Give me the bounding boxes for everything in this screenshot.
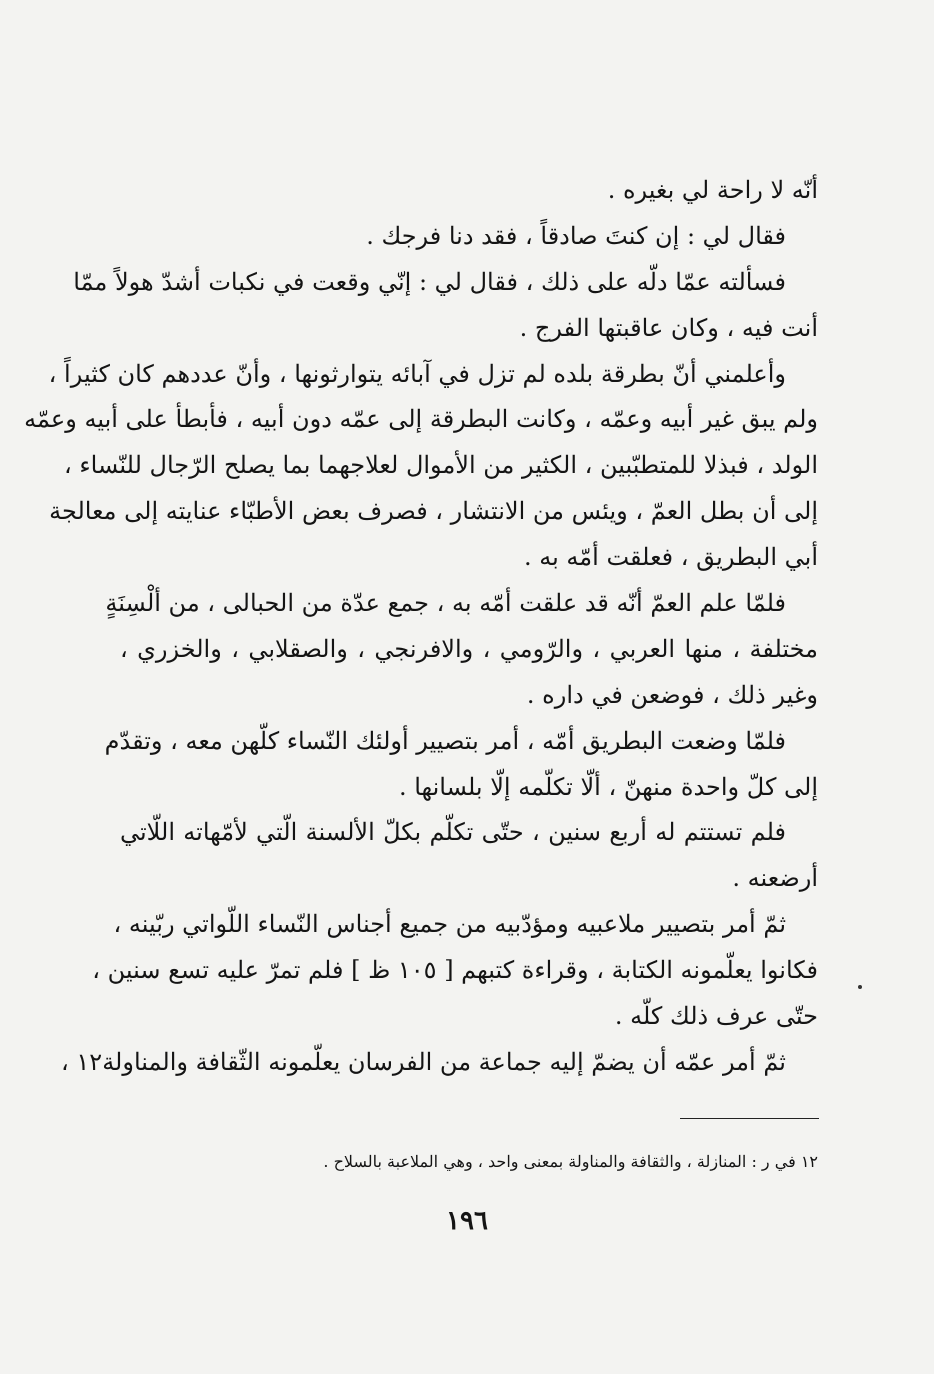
text-line: وأعلمني أنّ بطرقة بلده لم تزل في آبائه يتوارثونها ، وأنّ عددهم كان كثيراً ، <box>48 359 786 388</box>
text-line: ولم يبق غير أبيه وعمّه ، وكانت البطرقة إلى عمّه دون أبيه ، فأبطأ على أبيه وعمّه <box>24 405 818 434</box>
footnote-divider <box>680 1118 819 1119</box>
text-line: أنت فيه ، وكان عاقبتها الفرج . <box>519 313 818 342</box>
text-line: مختلفة ، منها العربي ، والرّومي ، والافرنجي ، والصقلابي ، والخزري ، <box>120 634 818 663</box>
text-line: أبي البطريق ، فعلقت أمّه به . <box>524 543 818 572</box>
text-line: فقال لي : إن كنتَ صادقاً ، فقد دنا فرجك . <box>366 221 786 250</box>
footnote: ١٢ في ر : المنازلة ، والثقافة والمناولة بمعنى واحد ، وهي الملاعبة بالسلاح . <box>323 1152 818 1171</box>
text-line: إلى كلّ واحدة منهنّ ، ألّا تكلّمه إلّا بلسانها . <box>398 772 818 801</box>
text-line: أنّه لا راحة لي بغيره . <box>607 176 818 204</box>
text-line: حتّى عرف ذلك كلّه . <box>614 1002 818 1031</box>
text-line: ثمّ أمر بتصيير ملاعبيه ومؤدّبيه من جميع أجناس النّساء اللّواتي ربّينه ، <box>113 910 786 939</box>
text-line: فكانوا يعلّمونه الكتابة ، وقراءة كتبهم [ ١٠٥ ظ ] فلم تمرّ عليه تسع سنين ، <box>92 956 818 985</box>
text-line: وغير ذلك ، فوضعن في داره . <box>526 680 818 709</box>
page-number: ١٩٦ <box>446 1206 488 1236</box>
text-line: إلى أن بطل العمّ ، ويئس من الانتشار ، فصرف بعض الأطبّاء عنايته إلى معالجة <box>49 497 818 526</box>
text-line: فلمّا وضعت البطريق أمّه ، أمر بتصيير أولئك النّساء كلّهن معه ، وتقدّم <box>104 726 786 755</box>
text-line: فلمّا علم العمّ أنّه قد علقت أمّه به ، جمع عدّة من الحبالى ، من ألْسِنَةٍ <box>105 589 786 618</box>
text-line: فسألته عمّا دلّه على ذلك ، فقال لي : إنّي وقعت في نكبات أشدّ هولاً ممّا <box>73 267 786 296</box>
body-text <box>24 168 818 1086</box>
text-line: الولد ، فبذلا للمتطبّبين ، الكثير من الأموال لعلاجهما بما يصلح الرّجال للنّساء ، <box>64 451 818 480</box>
text-line: ثمّ أمر عمّه أن يضمّ إليه جماعة من الفرسان يعلّمونه الثّقافة والمناولة١٢ ، <box>61 1047 786 1076</box>
ink-speck <box>858 985 862 989</box>
text-line: فلم تستتم له أربع سنين ، حتّى تكلّم بكلّ الألسنة الّتي لأمّهاته اللّاتي <box>120 818 786 847</box>
text-line: أرضعنه . <box>732 864 818 893</box>
